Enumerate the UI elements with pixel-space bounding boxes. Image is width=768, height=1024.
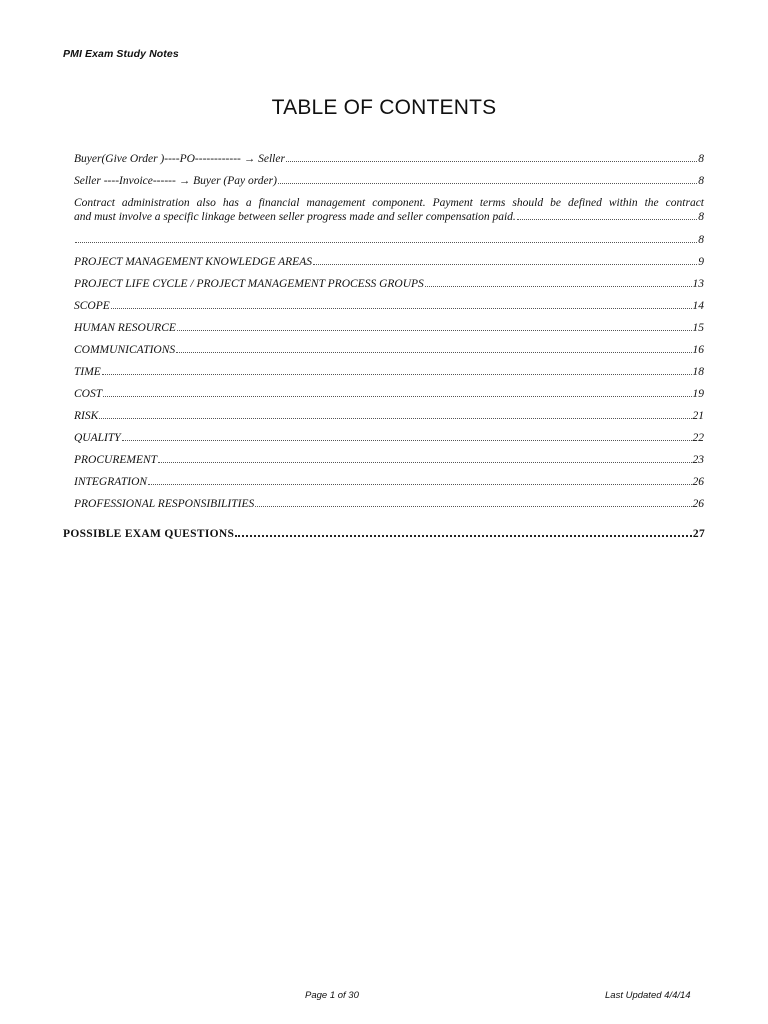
toc-entry-page: 14 (692, 300, 704, 312)
dot-leader (75, 242, 697, 243)
toc-entry-page: 21 (692, 410, 704, 422)
toc-entry-page: 13 (692, 278, 704, 290)
toc-entry[interactable] (74, 453, 704, 467)
toc-entry-page: 26 (692, 498, 704, 510)
toc-entry-page: 15 (692, 322, 704, 334)
dot-leader (286, 161, 697, 162)
toc-entry-label: HUMAN RESOURCE (74, 322, 176, 334)
toc-entry-page: 8 (698, 153, 704, 165)
toc-entry[interactable] (74, 365, 704, 379)
last-updated: Last Updated 4/4/14 (605, 990, 691, 1001)
toc-entry[interactable] (74, 431, 704, 445)
dot-leader (148, 484, 691, 485)
toc-entry-page: 18 (692, 366, 704, 378)
toc-entry[interactable] (74, 321, 704, 335)
dot-leader (99, 418, 691, 419)
dot-leader (517, 219, 697, 220)
dot-leader (278, 183, 697, 184)
toc-entry-label: Seller ----Invoice------ → Buyer (Pay order) (74, 175, 277, 187)
dot-leader (235, 535, 692, 537)
toc-entry-label: RISK (74, 410, 99, 422)
toc-entry-label: COST (74, 388, 103, 400)
page-number: Page 1 of 30 (305, 990, 359, 1001)
toc-title: TABLE OF CONTENTS (271, 96, 497, 119)
toc-entry[interactable] (74, 387, 704, 401)
toc-entry[interactable] (74, 174, 704, 188)
toc-entry-page: 26 (692, 476, 704, 488)
toc-entry-label: PROCUREMENT (74, 454, 158, 466)
toc-entry-page: 23 (692, 454, 704, 466)
toc-entry-label: PROJECT LIFE CYCLE / PROJECT MANAGEMENT PROCESS GROUPS (74, 278, 424, 290)
dot-leader (255, 506, 691, 507)
toc-entry-label: PROFESSIONAL RESPONSIBILITIES (74, 498, 255, 510)
toc-entry-page: 9 (698, 256, 704, 268)
toc-entry-line2 (74, 210, 704, 224)
toc-entry[interactable] (74, 196, 704, 224)
toc-entry-label: QUALITY (74, 432, 121, 444)
toc-entry-page: 8 (698, 175, 704, 187)
toc-entry-label: INTEGRATION (74, 476, 148, 488)
toc-entry-label: SCOPE (74, 300, 110, 312)
toc-entry-major[interactable] (63, 527, 705, 541)
toc-entry-page: 8 (698, 211, 704, 223)
toc-entry-label: COMMUNICATIONS (74, 344, 176, 356)
toc-entry[interactable] (74, 497, 704, 511)
document-header: PMI Exam Study Notes (63, 48, 179, 60)
toc-entry-page: 8 (698, 234, 704, 246)
toc-entry-label: POSSIBLE EXAM QUESTIONS (63, 528, 235, 540)
dot-leader (313, 264, 697, 265)
dot-leader (103, 396, 691, 397)
toc-entry-page: 22 (692, 432, 704, 444)
toc-entry-label: PROJECT MANAGEMENT KNOWLEDGE AREAS (74, 256, 312, 268)
dot-leader (111, 308, 692, 309)
toc-entry[interactable] (74, 475, 704, 489)
toc-entry[interactable] (74, 152, 704, 166)
toc-entry[interactable] (74, 233, 704, 247)
toc-entry[interactable] (74, 343, 704, 357)
dot-leader (158, 462, 691, 463)
toc-entry-page: 16 (692, 344, 704, 356)
dot-leader (102, 374, 692, 375)
dot-leader (176, 352, 691, 353)
toc-entry-page: 27 (692, 528, 705, 540)
toc-entry-label: TIME (74, 366, 101, 378)
toc-entry-page: 19 (692, 388, 704, 400)
dot-leader (425, 286, 692, 287)
dot-leader (122, 440, 692, 441)
dot-leader (177, 330, 692, 331)
toc-entry-label-line2: and must involve a specific linkage between seller progress made and seller compensation paid. (74, 211, 516, 223)
toc-entry[interactable] (74, 299, 704, 313)
toc-entry-label: Buyer(Give Order )----PO------------ → Seller (74, 153, 285, 165)
toc-entry[interactable] (74, 277, 704, 291)
toc-entry-label-line1: Contract administration also has a financial management component. Payment terms should be defined within the contract (74, 197, 704, 209)
toc-entry[interactable] (74, 255, 704, 269)
toc-entry[interactable] (74, 409, 704, 423)
